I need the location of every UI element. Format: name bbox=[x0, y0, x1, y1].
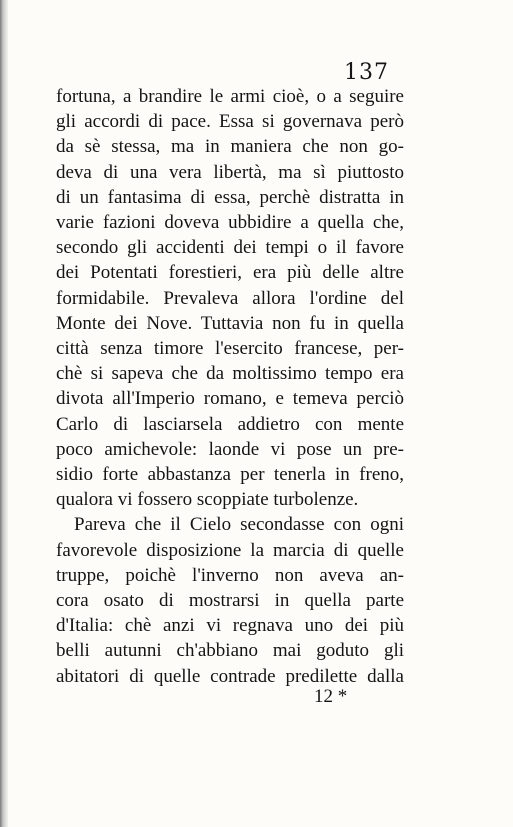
text-line: belli autunni ch'abbiano mai goduto gli bbox=[56, 640, 404, 662]
text-line: truppe, poichè l'inverno non aveva an- bbox=[56, 564, 404, 586]
text-line: fortuna, a brandire le armi cioè, o a seguire bbox=[56, 86, 404, 107]
text-line: deva di una vera libertà, ma sì piuttosto bbox=[56, 161, 404, 183]
text-line: da sè stessa, ma in maniera che non go- bbox=[56, 136, 404, 158]
text-line: chè si sapeva che da moltissimo tempo era bbox=[56, 363, 404, 385]
signature-mark: 12 * bbox=[314, 686, 348, 707]
text-line: secondo gli accidenti dei tempi o il favore bbox=[56, 237, 404, 259]
text-line: Pareva che il Cielo secondasse con ogni bbox=[74, 514, 404, 536]
text-line: dei Potentati forestieri, era più delle altre bbox=[56, 262, 404, 284]
text-line: di un fantasima di essa, perchè distratta in bbox=[56, 186, 404, 208]
text-line: Carlo di lasciarsela addietro con mente bbox=[56, 413, 404, 435]
text-line: gli accordi di pace. Essa si governava però bbox=[56, 111, 404, 133]
text-line: poco amichevole: laonde vi pose un pre- bbox=[56, 438, 404, 460]
text-line: cora osato di mostrarsi in quella parte bbox=[56, 590, 404, 612]
paragraph-1 bbox=[56, 84, 404, 512]
page-number: 137 bbox=[344, 60, 389, 85]
text-line: d'Italia: chè anzi vi regnava uno dei più bbox=[56, 615, 404, 637]
text-line: sidio forte abbastanza per tenerla in freno, bbox=[56, 464, 404, 486]
text-line: città senza timore l'esercito francese, per- bbox=[56, 338, 404, 360]
text-line: varie fazioni doveva ubbidire a quella che, bbox=[56, 212, 404, 234]
text-line: formidabile. Prevaleva allora l'ordine del bbox=[56, 287, 404, 309]
text-line: qualora vi fossero scoppiate turbolenze. bbox=[56, 489, 359, 511]
text-line: abitatori di quelle contrade predilette dalla bbox=[56, 665, 404, 687]
text-line: Monte dei Nove. Tuttavia non fu in quella bbox=[56, 312, 404, 334]
text-line: divota all'Imperio romano, e temeva perciò bbox=[56, 388, 404, 410]
text-line: favorevole disposizione la marcia di quelle bbox=[56, 539, 404, 561]
body-text bbox=[56, 84, 404, 689]
paragraph-2 bbox=[56, 512, 404, 688]
spine-shadow bbox=[0, 0, 8, 827]
